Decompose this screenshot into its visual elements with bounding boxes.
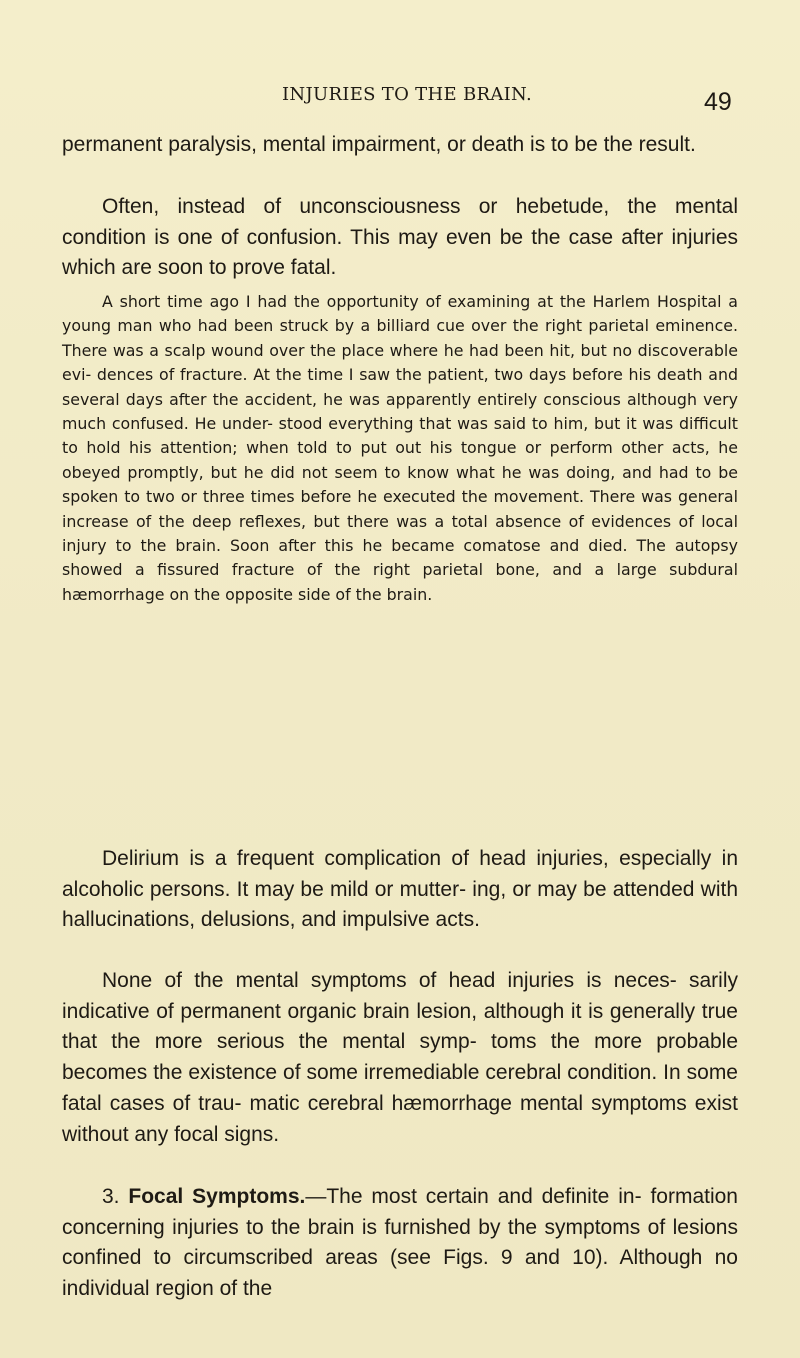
paragraph-text: permanent paralysis, mental impairment, or death is to be the result. — [62, 133, 696, 156]
paragraph-text: None of the mental symptoms of head injuries is neces- sarily indicative of permanent organic brain lesion, although it is generally true that the more serious the mental symp- toms the more probable becomes the existence of some irremediable cerebral condition. In some fatal cases of trau- matic cerebral hæmorrhage mental symptoms exist without any focal signs. — [62, 969, 738, 1146]
paragraph-text — [62, 1182, 738, 1305]
paragraph-continuation — [62, 130, 738, 161]
page-number: 49 — [704, 88, 732, 116]
section-number: 3. — [102, 1185, 120, 1208]
running-title: INJURIES TO THE BRAIN. — [282, 84, 532, 105]
case-report-paragraph — [62, 290, 738, 607]
paragraph-delirium — [62, 844, 738, 936]
section-text: —The most certain and definite in- formation concerning injuries to the brain is furnished by the symptoms of lesions confined to circumscribed areas (see Figs. 9 and 10). Although no individual region of the — [62, 1185, 738, 1301]
paragraph-text: Often, instead of unconsciousness or hebetude, the mental condition is one of confusion. This may even be the case after injuries which are soon to prove fatal. — [62, 195, 738, 280]
section-heading: Focal Symptoms. — [128, 1185, 306, 1208]
paragraph-mental-symptoms — [62, 966, 738, 1150]
paragraph-text: A short time ago I had the opportunity of examining at the Harlem Hospital a young man who had been struck by a billiard cue over the right parietal eminence. There was a scalp wound over the place where he had been hit, but no discoverable evi- dences of fracture. At the time I saw the patient, two days before his death and several days after the accident, he was apparently entirely conscious although very much confused. He under- stood everything that was said to him, but it was difficult to hold his attention; when told to put out his tongue or perform other acts, he obeyed promptly, but he did not seem to know what he was doing, and had to be spoken to two or three times before he executed the movement. There was general increase of the deep reflexes, but there was a total absence of evidences of local injury to the brain. Soon after this he became comatose and died. The autopsy showed a fissured fracture of the right parietal bone, and a large subdural hæmorrhage on the opposite side of the brain. — [62, 292, 738, 604]
paragraph-text: Delirium is a frequent complication of head injuries, especially in alcoholic persons. It may be mild or mutter- ing, or may be attended with hallucinations, delusions, and impulsive acts. — [62, 847, 738, 932]
paragraph-confusion — [62, 192, 738, 284]
paragraph-focal-symptoms — [62, 1182, 738, 1305]
